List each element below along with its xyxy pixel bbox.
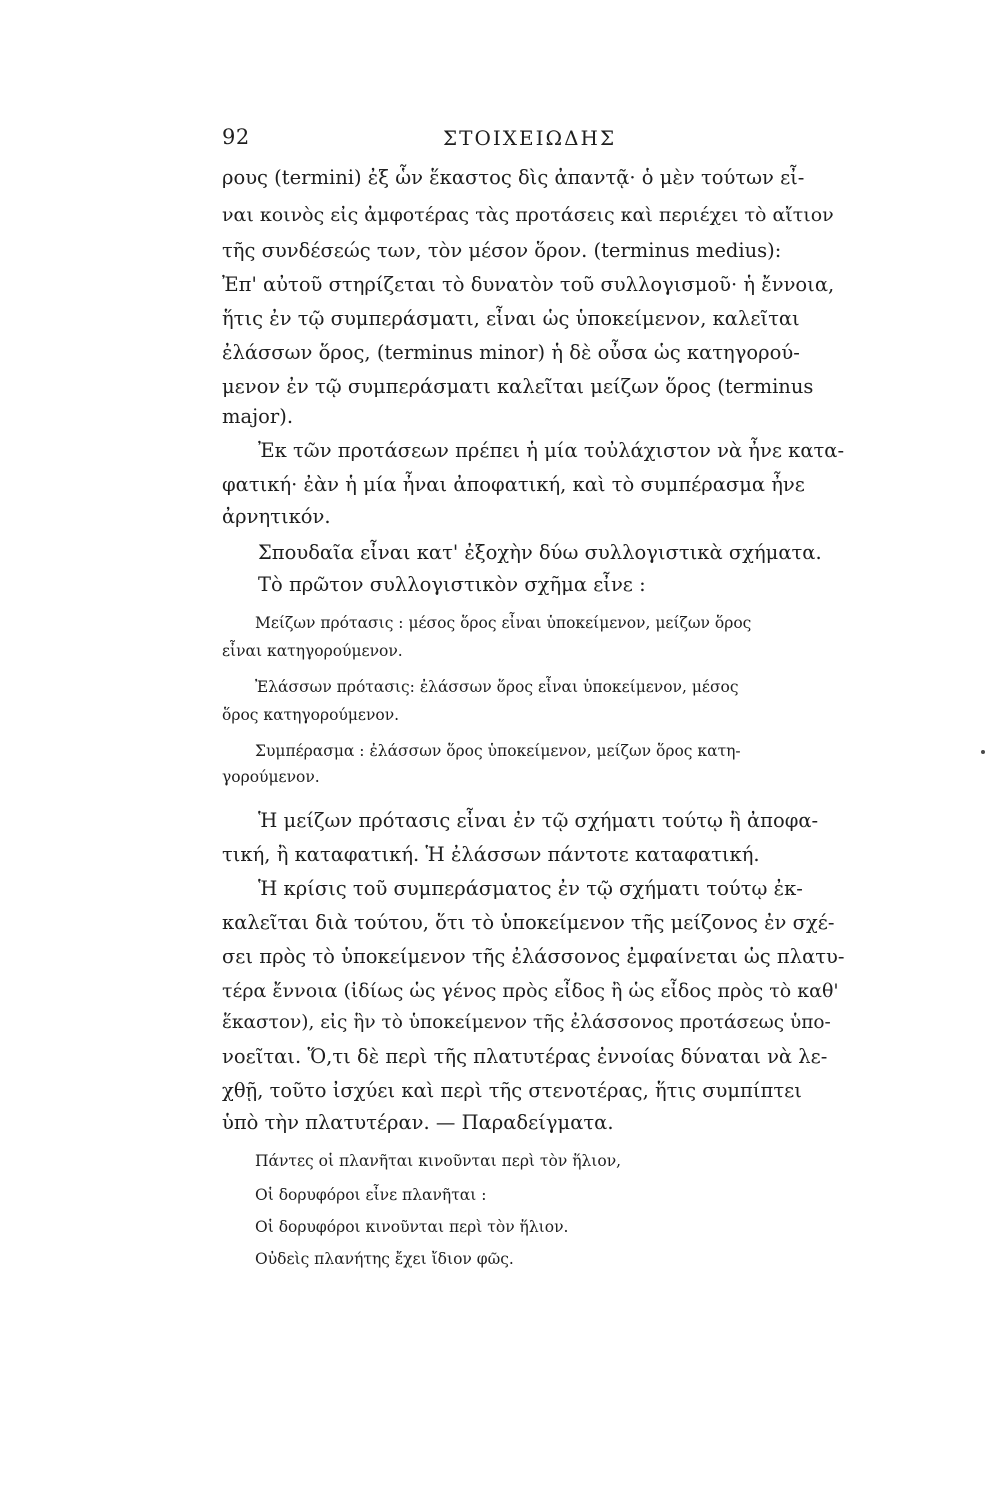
text-line: τῆς συνδέσεώς των, τὸν μέσον ὅρον. (terminus medius): [222, 239, 782, 262]
text-line: Οἱ δορυφόροι κινοῦνται περὶ τὸν ἥλιον. [255, 1218, 569, 1236]
text-line: Ἐπ' αὐτοῦ στηρίζεται τὸ δυνατὸν τοῦ συλλογισμοῦ· ἡ ἔννοια, [222, 273, 835, 296]
text-line: ἐλάσσων ὅρος, (terminus minor) ἡ δὲ οὖσα ὡς κατηγορού- [222, 341, 800, 364]
text-line: Πάντες οἱ πλανῆται κινοῦνται περὶ τὸν ἥλιον, [255, 1152, 622, 1170]
text-line: σει πρὸς τὸ ὑποκείμενον τῆς ἐλάσσονος ἐμφαίνεται ὡς πλατυ- [222, 945, 845, 968]
text-line: ἕκαστον), εἰς ἣν τὸ ὑποκείμενον τῆς ἐλάσσονος προτάσεως ὑπο- [222, 1012, 831, 1033]
text-line: Ἐκ τῶν προτάσεων πρέπει ἡ μία τοὐλάχιστον νὰ ἦνε κατα- [258, 439, 845, 462]
text-line: major). [222, 405, 294, 428]
text-line: Συμπέρασμα : ἐλάσσων ὅρος ὑποκείμενον, μείζων ὅρος κατη- [255, 742, 741, 760]
text-line: ναι κοινὸς εἰς ἀμφοτέρας τὰς προτάσεις καὶ περιέχει τὸ αἴτιον [222, 204, 834, 226]
text-line: ἀρνητικόν. [222, 505, 331, 528]
text-line: τική, ἢ καταφατική. Ἡ ἐλάσσων πάντοτε καταφατική. [222, 843, 760, 866]
text-line: ἥτις ἐν τῷ συμπεράσματι, εἶναι ὡς ὑποκείμενον, καλεῖται [222, 307, 800, 330]
text-line: γορούμενον. [222, 768, 320, 786]
text-line: Οἱ δορυφόροι εἶνε πλανῆται : [255, 1186, 487, 1204]
text-line: τέρα ἔννοια (ἰδίως ὡς γένος πρὸς εἶδος ἢ ὡς εἶδος πρὸς τὸ καθ' [222, 980, 839, 1002]
text-line: Οὐδεὶς πλανήτης ἔχει ἴδιον φῶς. [255, 1250, 514, 1268]
text-line: Σπουδαῖα εἶναι κατ' ἐξοχὴν δύω συλλογιστικὰ σχήματα. [258, 541, 822, 564]
text-line: νοεῖται. Ὅ,τι δὲ περὶ τῆς πλατυτέρας ἐννοίας δύναται νὰ λε- [222, 1045, 828, 1068]
text-line: χθῇ, τοῦτο ἰσχύει καὶ περὶ τῆς στενοτέρας, ἥτις συμπίπτει [222, 1079, 802, 1102]
text-line: ὅρος κατηγορούμενον. [222, 706, 400, 724]
text-line: ρους (termini) ἐξ ὧν ἕκαστος δὶς ἀπαντᾷ· ὁ μὲν τούτων εἶ- [222, 166, 805, 189]
text-line: φατική· ἐὰν ἡ μία ἦναι ἀποφατική, καὶ τὸ συμπέρασμα ἦνε [222, 473, 805, 496]
text-line: εἶναι κατηγορούμενον. [222, 642, 403, 660]
text-line: Ἡ κρίσις τοῦ συμπεράσματος ἐν τῷ σχήματι τούτῳ ἐκ- [258, 877, 803, 900]
text-line: Τὸ πρῶτον συλλογιστικὸν σχῆμα εἶνε : [258, 573, 646, 596]
page-number: 92 [222, 125, 250, 149]
text-line: Μείζων πρότασις : μέσος ὅρος εἶναι ὑποκείμενον, μείζων ὅρος [255, 614, 752, 632]
text-line: Ἐλάσσων πρότασις: ἐλάσσων ὅρος εἶναι ὑποκείμενον, μέσος [255, 678, 739, 696]
text-line: ὑπὸ τὴν πλατυτέραν. — Παραδείγματα. [222, 1111, 614, 1134]
scan-speck [981, 750, 985, 754]
text-line: Ἡ μείζων πρότασις εἶναι ἐν τῷ σχήματι τούτῳ ἢ ἀποφα- [258, 809, 819, 832]
running-title: ΣΤΟΙΧΕΙΩΔΗΣ [443, 126, 617, 150]
text-line: καλεῖται διὰ τούτου, ὅτι τὸ ὑποκείμενον τῆς μείζονος ἐν σχέ- [222, 911, 835, 934]
text-line: μενον ἐν τῷ συμπεράσματι καλεῖται μείζων ὅρος (terminus [222, 375, 814, 398]
